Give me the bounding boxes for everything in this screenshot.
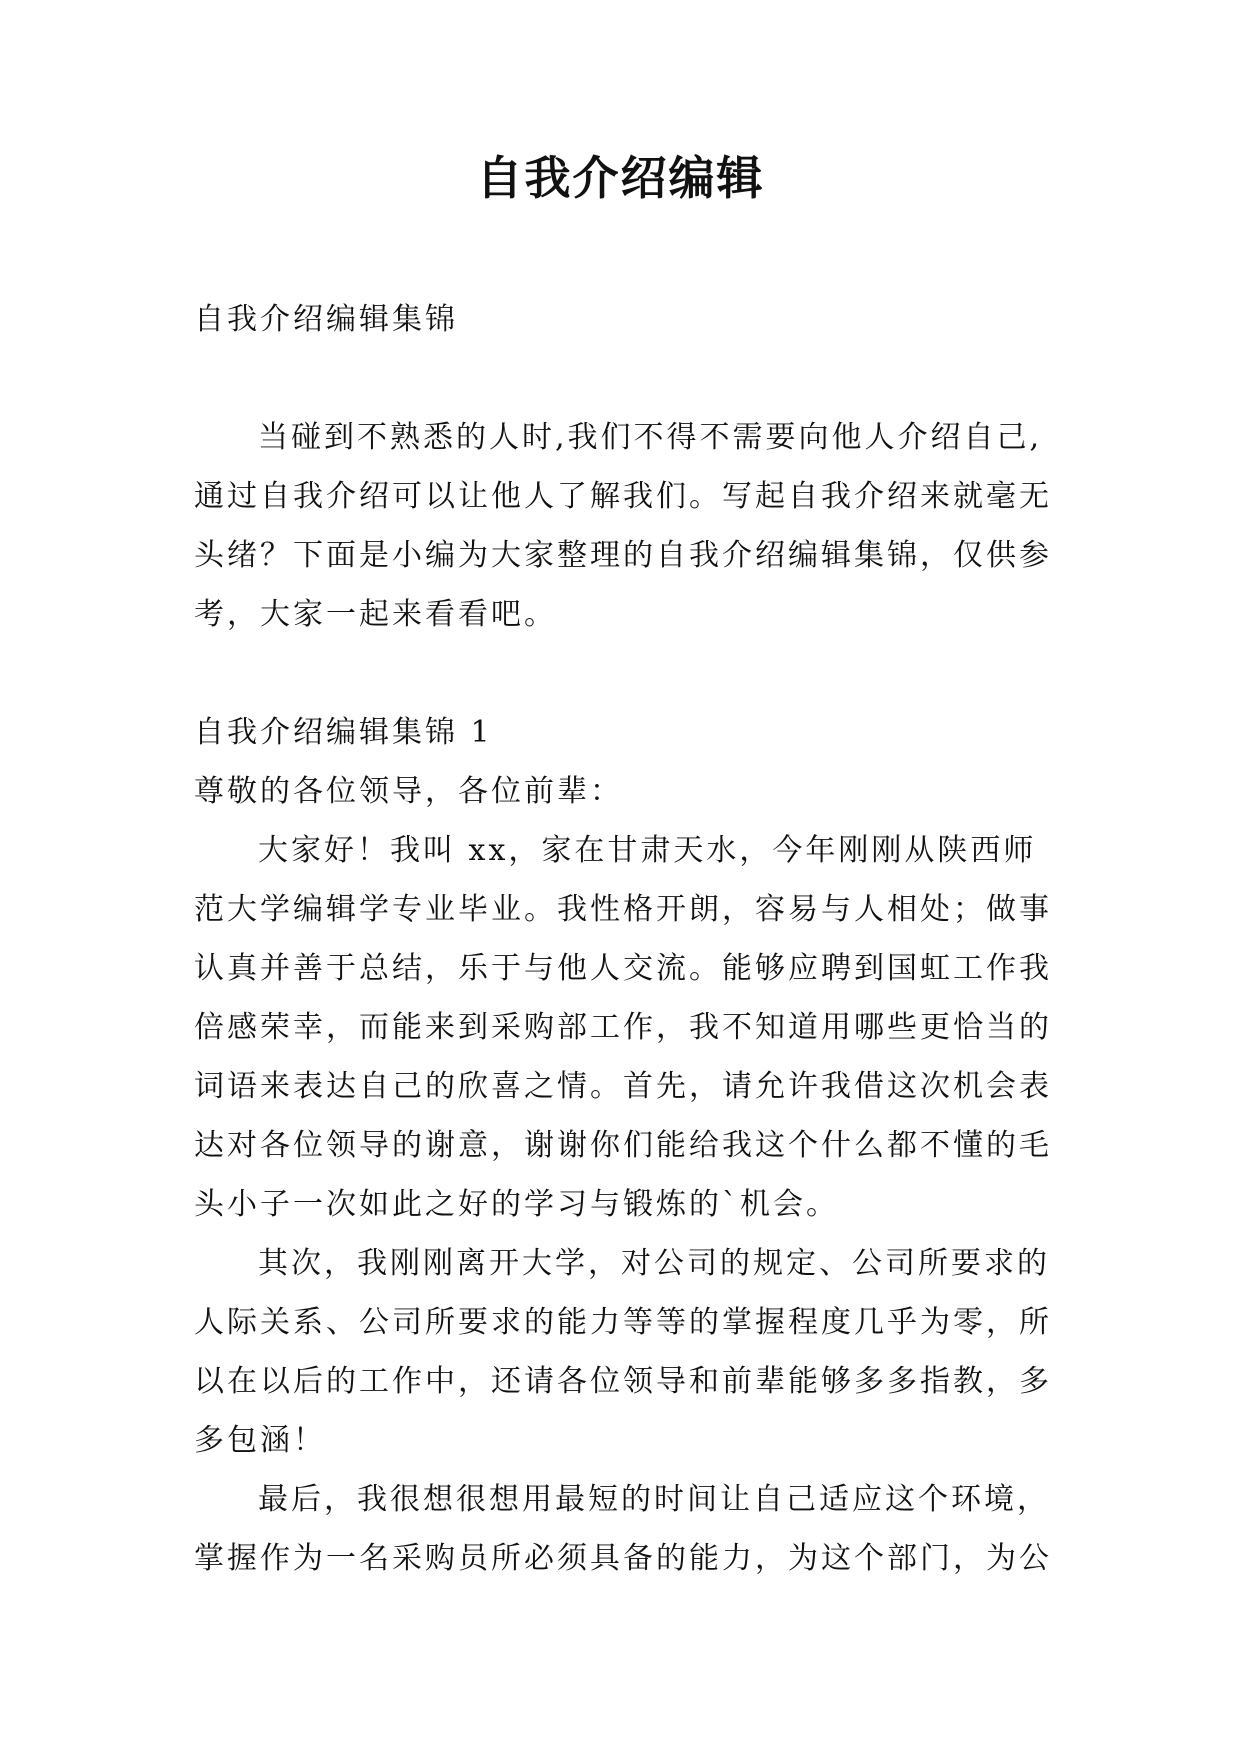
salutation: 尊敬的各位领导，各位前辈：: [194, 774, 623, 809]
blank-line: [194, 349, 1054, 408]
section-heading: 自我介绍编辑集锦 1: [194, 715, 493, 750]
document-body: [194, 290, 1054, 1588]
intro-paragraph: 当碰到不熟悉的人时,我们不得不需要向他人介绍自己,通过自我介绍可以让他人了解我们。写起自我介绍来就毫无头绪？下面是小编为大家整理的自我介绍编辑集锦，仅供参考，大家一起来看看吧。: [194, 420, 1052, 632]
document-subtitle: 自我介绍编辑集锦: [194, 302, 458, 337]
document-title: 自我介绍编辑: [476, 151, 765, 205]
body-paragraph: 其次，我刚刚离开大学，对公司的规定、公司所要求的人际关系、公司所要求的能力等等的掌握程度几乎为零，所以在以后的工作中，还请各位领导和前辈能够多多指教，多多包涵！: [194, 1246, 1052, 1458]
body-paragraph: 最后，我很想很想用最短的时间让自己适应这个环境，掌握作为一名采购员所必须具备的能力，为这个部门，为公: [194, 1482, 1052, 1576]
body-paragraph: 大家好！我叫 xx，家在甘肃天水，今年刚刚从陕西师范大学编辑学专业毕业。我性格开朗，容易与人相处；做事认真并善于总结，乐于与他人交流。能够应聘到国虹工作我倍感荣幸，而能来到采购部工作，我不知道用哪些更恰当的词语来表达自己的欣喜之情。首先，请允许我借这次机会表达对各位领导的谢意，谢谢你们能给我这个什么都不懂的毛头小子一次如此之好的学习与锻炼的`机会。: [194, 833, 1052, 1222]
blank-line: [194, 644, 1054, 703]
